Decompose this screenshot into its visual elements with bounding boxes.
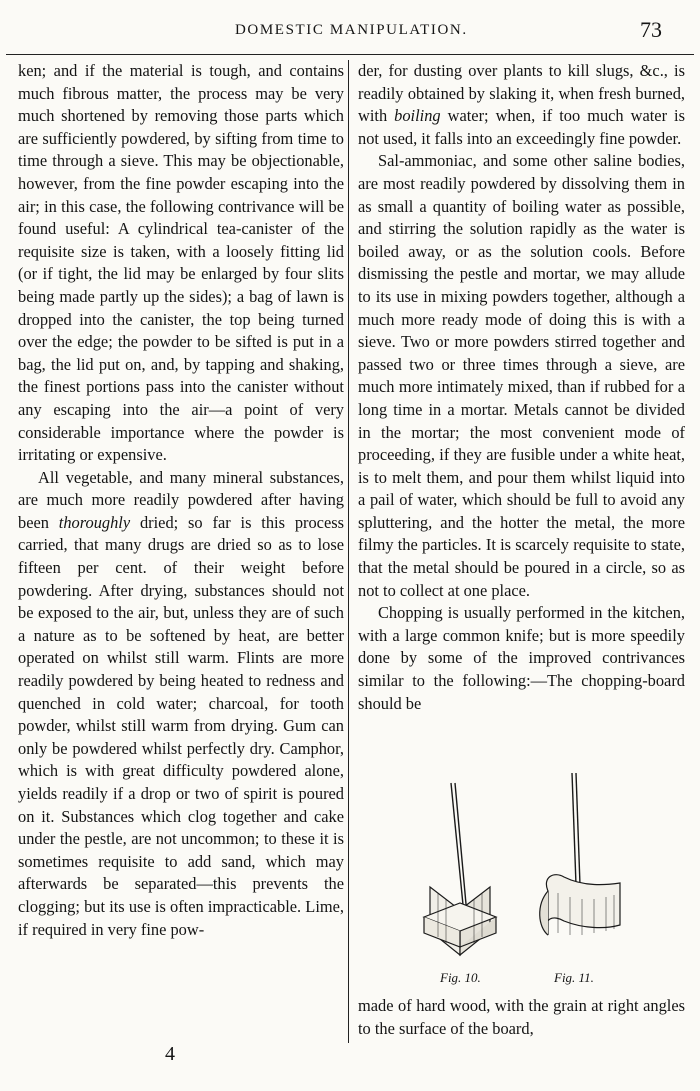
page-header — [0, 0, 700, 60]
fig10-cross-chopper-illustration — [424, 783, 496, 955]
left-paragraph-2-italic: thoroughly — [58, 512, 131, 532]
column-divider — [348, 60, 349, 1043]
fig11-caption: Fig. 11. — [554, 970, 594, 985]
left-paragraph-2-text-b: dried; so far is this process carried, that many drugs are dried so as to lose fifteen per cent. of their weight before powdering. After drying, substances should not be exposed to the air, but, unless they are of such a nature as to be softened by heat, are better operated on whilst still warm. Flints are more readily powdered by being heated to redness and quenched in cold water; charcoal, for tooth powder, whilst still warm from drying. Gum can only be powdered whilst perfectly dry. Camphor, which is with great difficulty powdered alone, yields readily if a drop or two of spirit is poured on it. Substances which clog together and cake under the pestle, are not uncommon; to these it is sometimes requisite to add sand, which may afterwards be separated—this prevents the clogging; but its use is often impracticable. Lime, if required in very fine pow- — [18, 512, 344, 939]
left-paragraph-2 — [18, 467, 344, 941]
header-rule — [6, 54, 694, 55]
right-paragraph-4: made of hard wood, with the grain at right angles to the surface of the board, — [358, 996, 685, 1038]
running-head: DOMESTIC MANIPULATION. — [235, 22, 468, 38]
right-paragraph-1 — [358, 60, 685, 150]
left-paragraph-2-text-a: All vegetable, and many mineral substances, are much more readily powdered after having been — [18, 467, 344, 532]
left-column — [18, 60, 344, 941]
right-paragraph-1-text-a: der, for dusting over plants to kill slugs, &c., is readily obtained by slaking it, when fresh burned, with — [358, 61, 685, 126]
right-paragraph-3: Chopping is usually performed in the kitchen, with a large common knife; but is more speedily done by some of the improved contrivances similar to the following:—The chopping-board should be — [358, 603, 685, 713]
right-paragraph-1-text-b: water; when, if too much water is not used, it falls into an exceedingly fine powder. — [358, 106, 685, 148]
right-paragraph-2: Sal-ammoniac, and some other saline bodies, are most readily powdered by dissolving them in as small a quantity of boiling water as possible, and stirring the solution rapidly as the water is boiled away, or as the solution cools. Before dismissing the pestle and mortar, we may allude to its use in mixing powders together, although a much more ready mode of doing this is with a sieve. Two or more powders stirred together and passed two or three times through a sieve, are much more intimately mixed, than if rubbed for a long time in a mortar. Metals cannot be divided in the mortar; the most convenient mode of proceeding, if they are fusible under a white heat, is to melt them, and pour them whilst liquid into a pail of water, which should be full to avoid any spluttering, and the hotter the metal, the more filmy the particles. It is scarcely requisite to state, that the metal should be poured in a circle, so as not to collect at one place. — [358, 151, 685, 600]
page-number: 73 — [640, 17, 662, 42]
signature-mark: 4 — [165, 1043, 175, 1065]
fig11-curved-chopper-illustration — [540, 773, 620, 935]
figure-block — [358, 765, 685, 995]
chopper-illustrations — [358, 765, 685, 965]
right-column-tail — [358, 995, 685, 1040]
right-paragraph-1-italic: boiling — [394, 106, 441, 126]
left-paragraph-1: ken; and if the material is tough, and contains much fibrous matter, the process may be very much shortened by removing those parts which are sufficiently powdered, by sifting from time to time through a sieve. This may be objectionable, however, from the fine powder escaping into the air; in this case, the following contrivance will be found useful: A cylindrical tea-canister of the requisite size is taken, with a loosely fitting lid (or if tight, the lid may be enlarged by four slits being made partly up the sides); a bag of lawn is dropped into the canister, the top being turned over the edge; the powder to be sifted is put in a bag, the lid put on, and, by tapping and shaking, the finest portions pass into the canister without any escaping into the air—a point of very considerable importance where the powder is irritating or expensive. — [18, 61, 344, 465]
right-column — [358, 60, 685, 715]
fig10-caption: Fig. 10. — [440, 970, 481, 985]
